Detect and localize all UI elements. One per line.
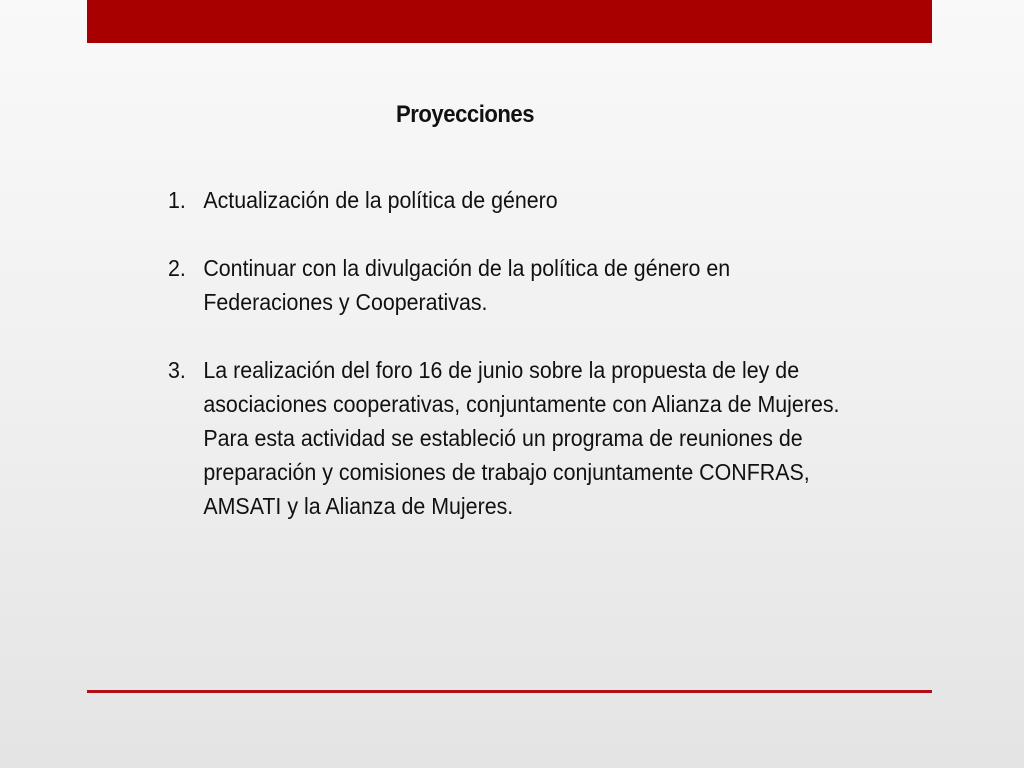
list-item-text: Continuar con la divulgación de la política de género en Federaciones y Cooperativas. — [203, 255, 731, 315]
top-accent-bar — [87, 0, 932, 43]
bottom-divider — [87, 690, 932, 693]
list-item-text: La realización del foro 16 de junio sobre la propuesta de ley de asociaciones cooperativas, conjuntamente con Alianza de Mujeres. Para esta actividad se estableció un programa de reuniones de preparación y comisiones de trabajo conjuntamente CONFRAS, AMSATI y la Alianza de Mujeres. — [203, 357, 840, 519]
list-item-number: 2. — [168, 255, 186, 281]
list-item-number: 1. — [168, 187, 186, 213]
list-item — [168, 353, 845, 523]
projections-list — [168, 183, 868, 557]
list-item-text: Actualización de la política de género — [203, 187, 558, 213]
slide-title: Proyecciones — [396, 101, 535, 128]
list-item — [168, 251, 845, 319]
list-item — [168, 183, 845, 217]
list-item-number: 3. — [168, 357, 186, 383]
